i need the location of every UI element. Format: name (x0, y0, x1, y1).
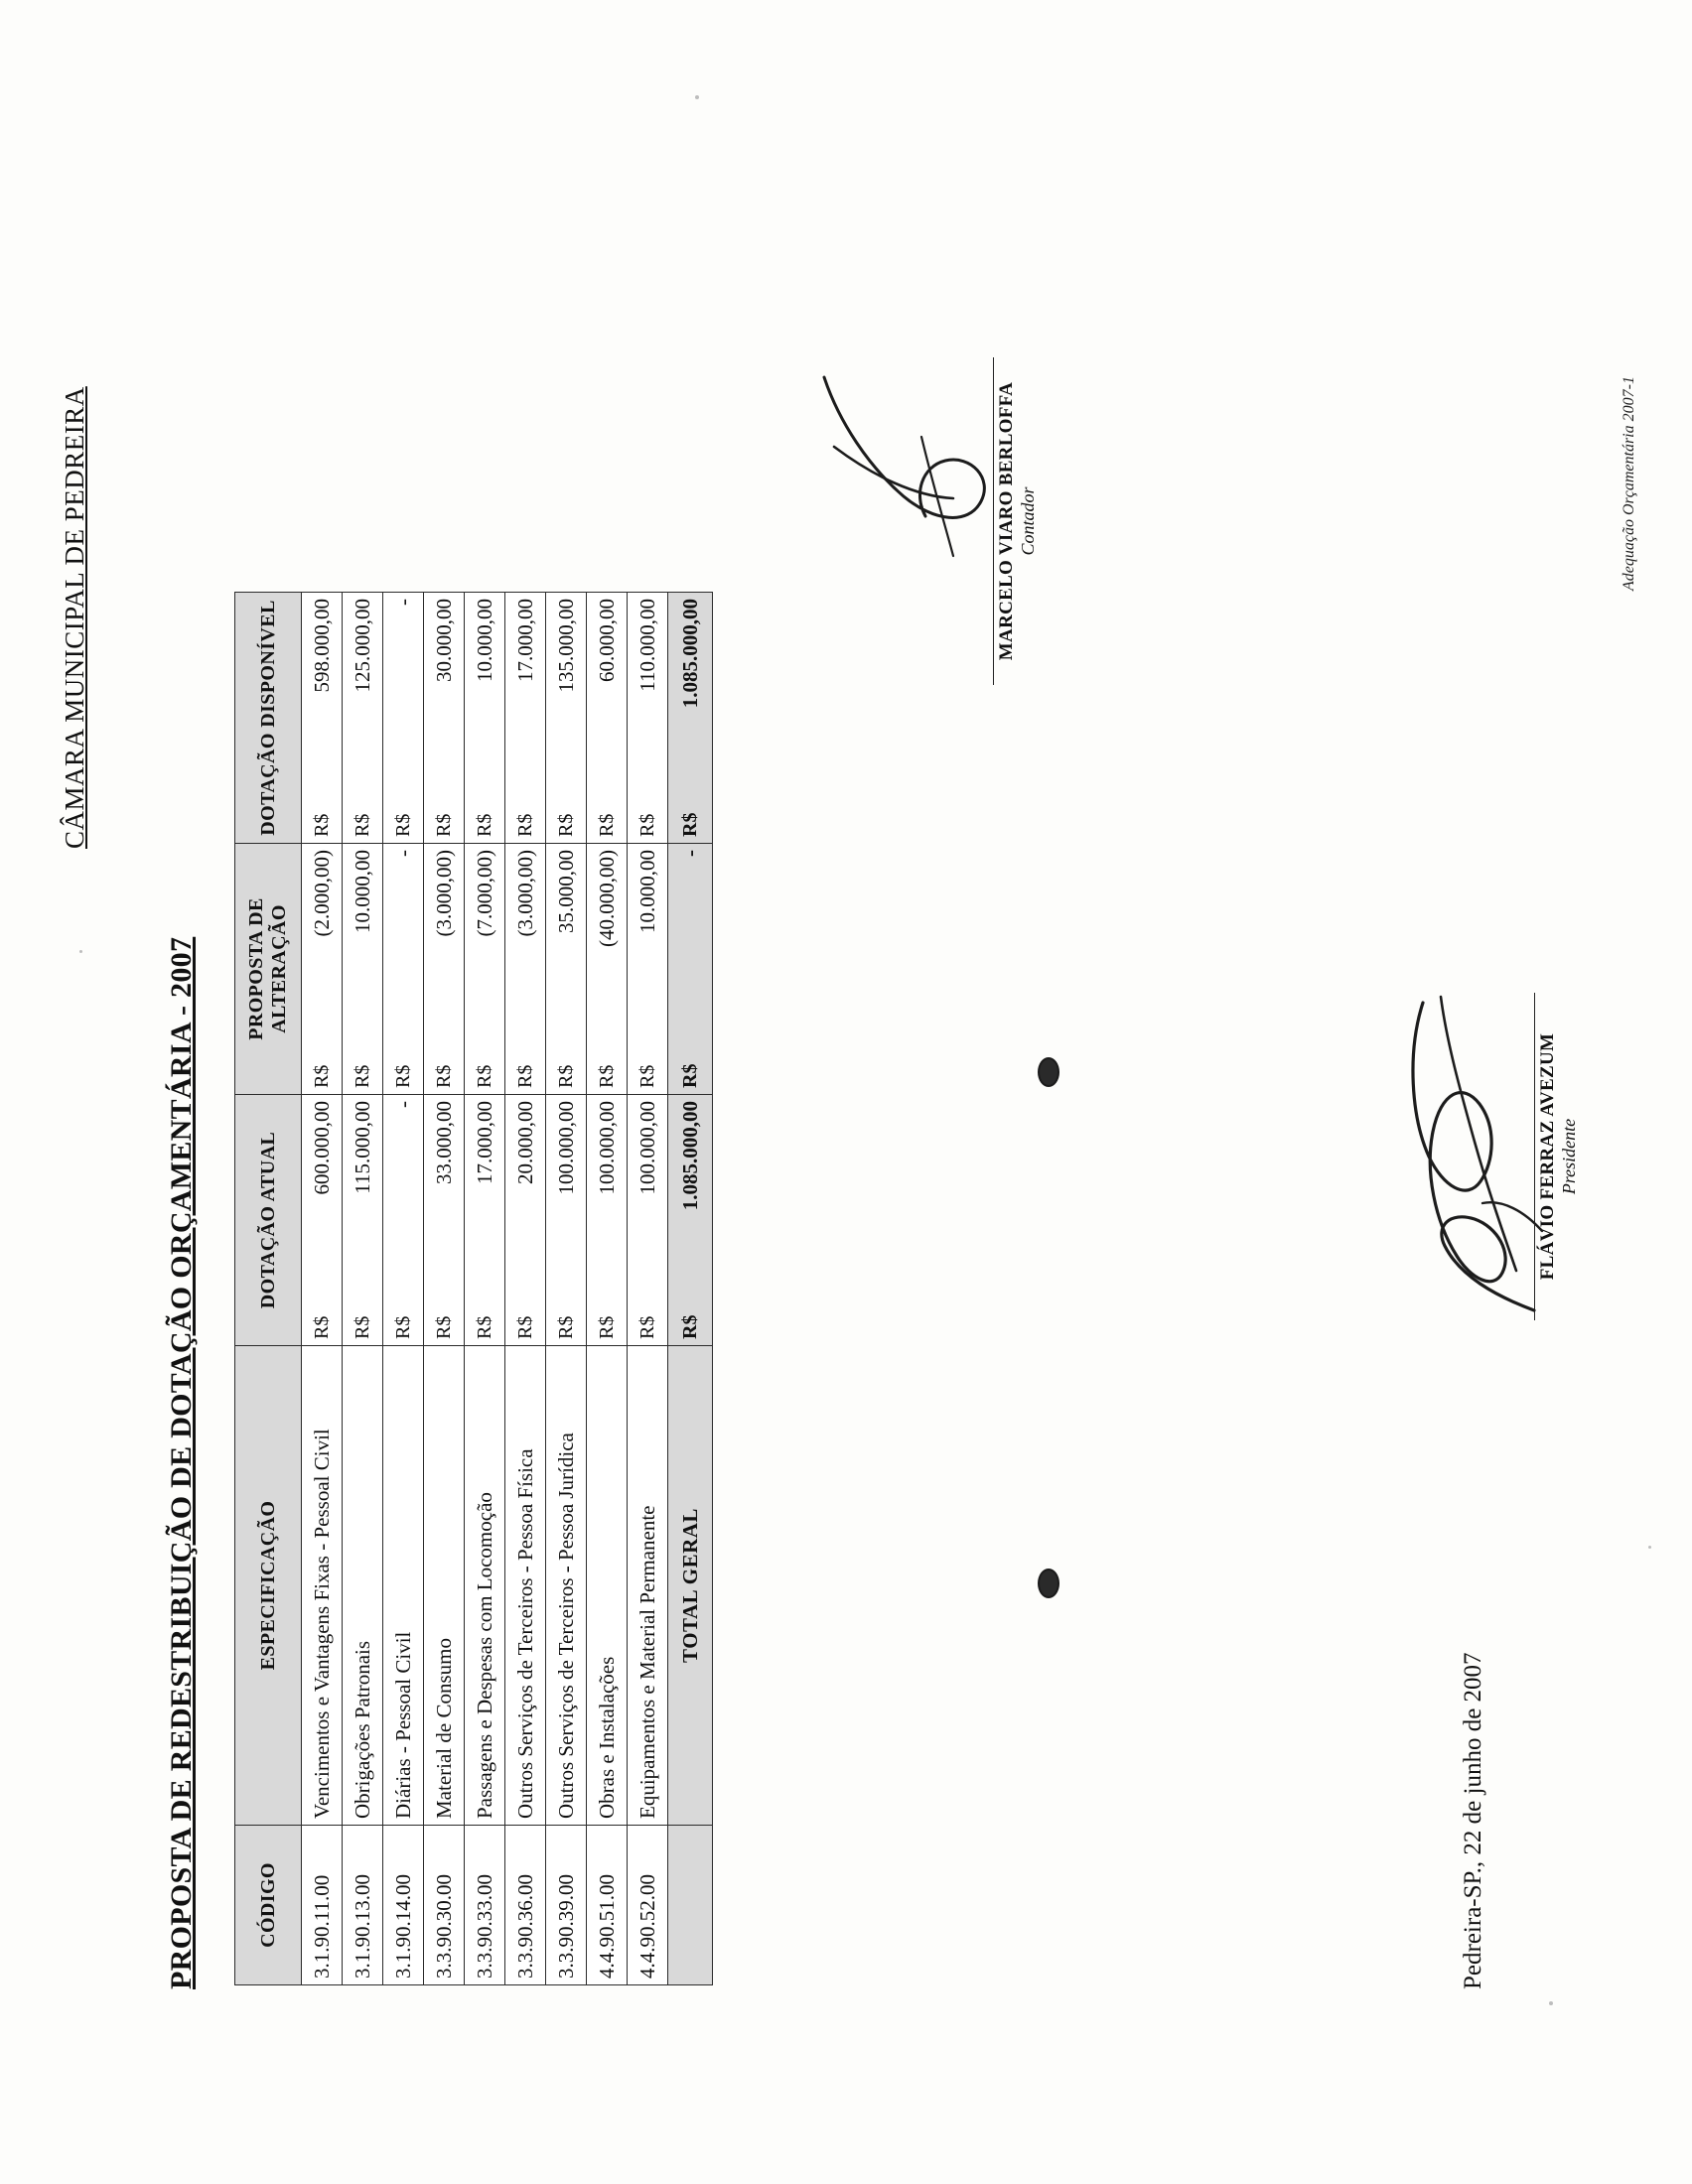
cell-total-disponivel: 1.085.000,00 (668, 593, 713, 788)
cell-currency: R$ (668, 1038, 713, 1095)
column-header-proposta-alteracao: PROPOSTA DE ALTERAÇÃO (235, 844, 302, 1095)
cell-especificacao: Material de Consumo (424, 1346, 465, 1826)
table-row (302, 593, 343, 1985)
cell-currency: R$ (383, 787, 424, 844)
cell-currency: R$ (505, 787, 546, 844)
cell-dotacao-disponivel: 60.000,00 (587, 593, 628, 788)
cell-especificacao: Obrigações Patronais (343, 1346, 383, 1826)
cell-dotacao-atual: 100.000,00 (546, 1095, 587, 1291)
cell-codigo: 4.4.90.52.00 (628, 1826, 668, 1985)
table-row (343, 593, 383, 1985)
cell-currency: R$ (668, 1290, 713, 1346)
cell-codigo: 3.1.90.13.00 (343, 1826, 383, 1985)
cell-dotacao-atual: 100.000,00 (628, 1095, 668, 1291)
cell-dotacao-atual: 17.000,00 (465, 1095, 505, 1291)
cell-proposta-alteracao: (7.000,00) (465, 844, 505, 1039)
table-row (383, 593, 424, 1985)
cell-currency: R$ (628, 1038, 668, 1095)
cell-codigo: 3.3.90.39.00 (546, 1826, 587, 1985)
column-header-codigo: CÓDIGO (235, 1826, 302, 1985)
cell-currency: R$ (383, 1038, 424, 1095)
cell-proposta-alteracao: (40.000,00) (587, 844, 628, 1039)
signature-block-accountant (993, 357, 1039, 685)
organization-title: CÂMARA MUNICIPAL DE PEDREIRA (60, 386, 89, 849)
signature-line (993, 357, 994, 685)
cell-proposta-alteracao: (3.000,00) (505, 844, 546, 1039)
column-header-dotacao-disponivel: DOTAÇÃO DISPONÍVEL (235, 593, 302, 844)
cell-codigo: 3.3.90.30.00 (424, 1826, 465, 1985)
cell-proposta-alteracao: (2.000,00) (302, 844, 343, 1039)
table-row (465, 593, 505, 1985)
cell-dotacao-disponivel: 598.000,00 (302, 593, 343, 788)
cell-currency: R$ (424, 1290, 465, 1346)
table-row (628, 593, 668, 1985)
cell-currency: R$ (668, 787, 713, 844)
cell-proposta-alteracao: (3.000,00) (424, 844, 465, 1039)
cell-dotacao-atual: - (383, 1095, 424, 1291)
cell-currency: R$ (505, 1038, 546, 1095)
cell-currency: R$ (587, 1038, 628, 1095)
cell-codigo: 3.3.90.33.00 (465, 1826, 505, 1985)
signature-name-accountant: MARCELO VIARO BERLOFFA (996, 381, 1017, 661)
cell-total-alteracao: - (668, 844, 713, 1039)
column-header-dotacao-atual: DOTAÇÃO ATUAL (235, 1095, 302, 1346)
cell-dotacao-disponivel: 125.000,00 (343, 593, 383, 788)
cell-currency: R$ (465, 787, 505, 844)
cell-currency: R$ (383, 1290, 424, 1346)
cell-proposta-alteracao: 10.000,00 (343, 844, 383, 1039)
table-row (424, 593, 465, 1985)
cell-currency: R$ (505, 1290, 546, 1346)
cell-currency: R$ (424, 1038, 465, 1095)
cell-especificacao: Obras e Instalações (587, 1346, 628, 1826)
cell-currency: R$ (546, 787, 587, 844)
cell-codigo: 3.1.90.14.00 (383, 1826, 424, 1985)
cell-dotacao-atual: 20.000,00 (505, 1095, 546, 1291)
cell-currency: R$ (302, 1038, 343, 1095)
cell-currency: R$ (546, 1290, 587, 1346)
signature-role-president: Presidente (1559, 1118, 1579, 1195)
cell-especificacao: Outros Serviços de Terceiros - Pessoa Jurídica (546, 1346, 587, 1826)
cell-dotacao-disponivel: 30.000,00 (424, 593, 465, 788)
cell-especificacao: Passagens e Despesas com Locomoção (465, 1346, 505, 1826)
cell-dotacao-disponivel: 17.000,00 (505, 593, 546, 788)
cell-total-atual: 1.085.000,00 (668, 1095, 713, 1291)
cell-proposta-alteracao: - (383, 844, 424, 1039)
cell-codigo-empty (668, 1826, 713, 1985)
budget-table (234, 592, 713, 1985)
hole-punch-mark (1038, 1569, 1059, 1598)
handwritten-signature (1385, 973, 1549, 1330)
cell-dotacao-disponivel: - (383, 593, 424, 788)
signature-block-president (1534, 993, 1580, 1320)
signature-name-president: FLÁVIO FERRAZ AVEZUM (1537, 1032, 1558, 1281)
cell-codigo: 3.3.90.36.00 (505, 1826, 546, 1985)
cell-codigo: 3.1.90.11.00 (302, 1826, 343, 1985)
cell-currency: R$ (343, 787, 383, 844)
table-row (505, 593, 546, 1985)
cell-especificacao: Outros Serviços de Terceiros - Pessoa Física (505, 1346, 546, 1826)
cell-dotacao-disponivel: 110.000,00 (628, 593, 668, 788)
cell-currency: R$ (424, 787, 465, 844)
place-and-date: Pedreira-SP., 22 de junho de 2007 (1460, 1652, 1486, 1989)
cell-currency: R$ (628, 1290, 668, 1346)
cell-currency: R$ (546, 1038, 587, 1095)
cell-total-label: TOTAL GERAL (668, 1346, 713, 1826)
table-total-row (668, 593, 713, 1985)
hole-punch-mark (1038, 1057, 1059, 1087)
table-row (546, 593, 587, 1985)
signature-role-accountant: Contador (1018, 486, 1038, 556)
signature-line (1534, 993, 1535, 1320)
cell-dotacao-atual: 33.000,00 (424, 1095, 465, 1291)
cell-currency: R$ (343, 1290, 383, 1346)
cell-especificacao: Vencimentos e Vantagens Fixas - Pessoal Civil (302, 1346, 343, 1826)
cell-currency: R$ (302, 1290, 343, 1346)
cell-dotacao-disponivel: 10.000,00 (465, 593, 505, 788)
cell-dotacao-atual: 100.000,00 (587, 1095, 628, 1291)
cell-currency: R$ (587, 787, 628, 844)
cell-proposta-alteracao: 35.000,00 (546, 844, 587, 1039)
cell-proposta-alteracao: 10.000,00 (628, 844, 668, 1039)
cell-codigo: 4.4.90.51.00 (587, 1826, 628, 1985)
cell-especificacao: Diárias - Pessoal Civil (383, 1346, 424, 1826)
table-header-row (235, 593, 302, 1985)
page-title: PROPOSTA DE REDESTRIBUIÇÃO DE DOTAÇÃO ORÇAMENTÁRIA - 2007 (165, 936, 198, 1989)
handwritten-signature (804, 347, 1003, 675)
cell-dotacao-disponivel: 135.000,00 (546, 593, 587, 788)
footer-note: Adequação Orçamentária 2007-1 (1621, 376, 1637, 591)
cell-dotacao-atual: 600.000,00 (302, 1095, 343, 1291)
cell-currency: R$ (302, 787, 343, 844)
cell-currency: R$ (343, 1038, 383, 1095)
table-row (587, 593, 628, 1985)
cell-currency: R$ (587, 1290, 628, 1346)
cell-currency: R$ (465, 1290, 505, 1346)
cell-currency: R$ (628, 787, 668, 844)
column-header-especificacao: ESPECIFICAÇÃO (235, 1346, 302, 1826)
cell-currency: R$ (465, 1038, 505, 1095)
cell-dotacao-atual: 115.000,00 (343, 1095, 383, 1291)
cell-especificacao: Equipamentos e Material Permanente (628, 1346, 668, 1826)
